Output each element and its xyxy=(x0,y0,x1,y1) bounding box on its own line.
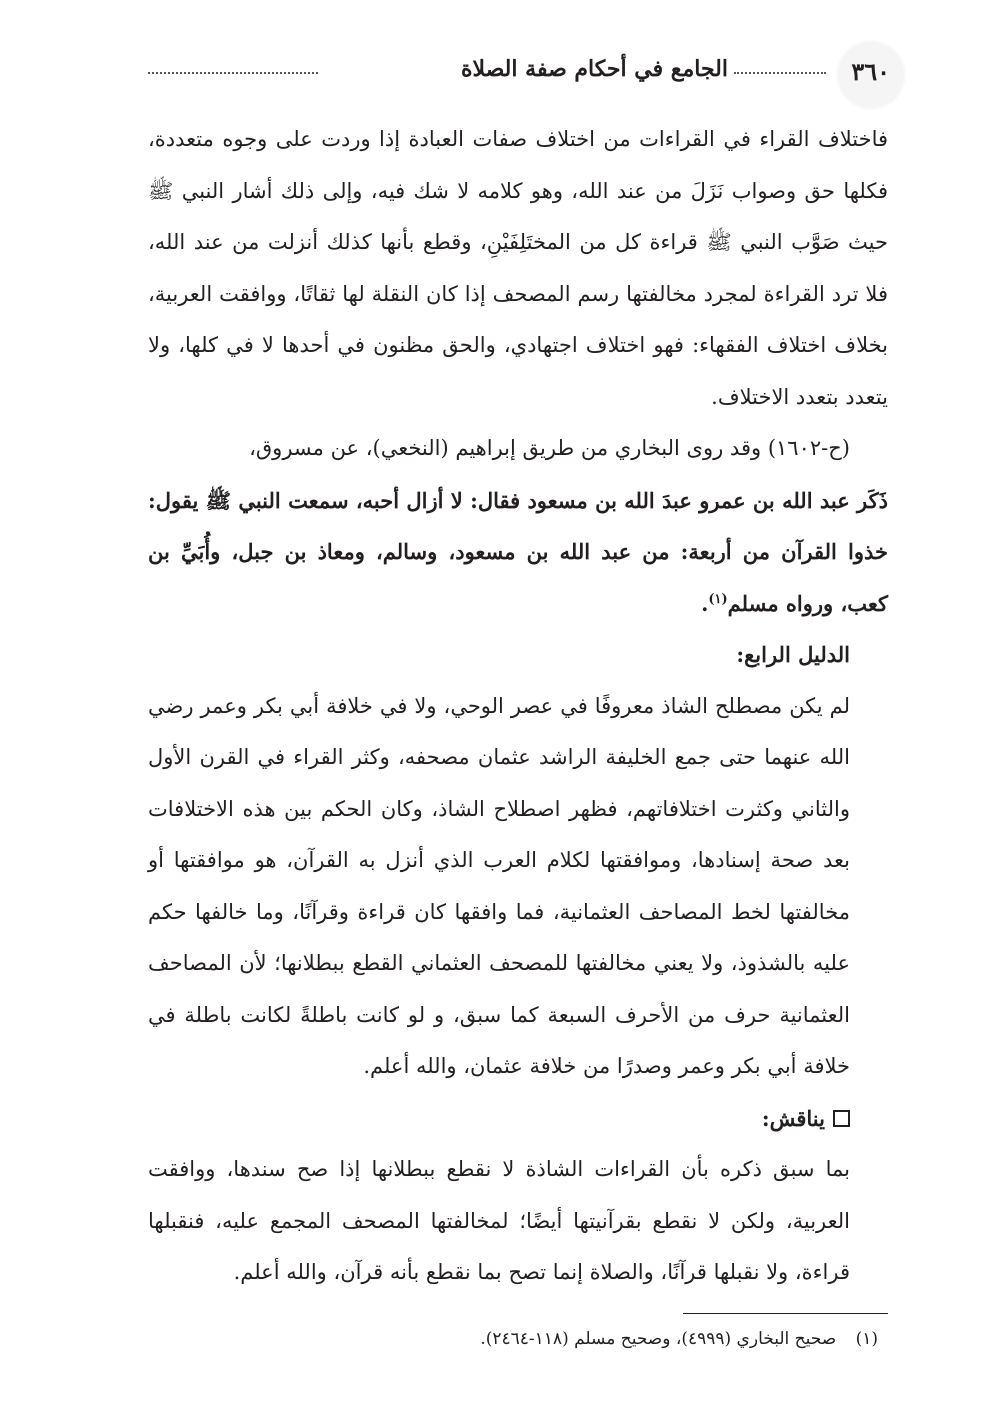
paragraph-3: بما سبق ذكره بأن القراءات الشاذة لا نقطع ببطلانها إذا صح سندها، ووافقت العربية، ولكن لا نقطع بقرآنيتها أيضًا؛ لمخالفتها المصحف المجمع عليه، فنقبلها قراءة، ولا نقبلها قرآنًا، والصلاة إنما تصح بما نقطع بأنه قرآن، والله أعلم. xyxy=(148,1157,850,1284)
discussion-label: يناقش: xyxy=(761,1105,825,1131)
paragraph-1: فاختلاف القراء في القراءات من اختلاف صفات العبادة إذا وردت على وجوه متعددة، فكلها حق وصواب نَزَلَ من عند الله، وهو كلامه لا شك فيه، وإلى ذلك أشار النبي ﷺ حيث صَوَّب النبي ﷺ قراءة كل من المختَلِفَيْنِ، وقطع بأنها كذلك أنزلت من عند الله، فلا ترد القراءة لمجرد مخالفتها رسم المصحف إذا كان النقلة لها ثقاتًا، ووافقت العربية، بخلاف اختلاف الفقهاء: فهو اختلاف اجتهادي، والحق مظنون في أحدها لا في كلها، ولا يتعدد بتعدد الاختلاف. xyxy=(148,127,888,409)
body-text xyxy=(148,114,888,1299)
footnote-divider xyxy=(683,1313,888,1314)
header-dots-right xyxy=(734,72,826,74)
footnote-ref[interactable]: (١) xyxy=(708,591,728,607)
header-dots-left xyxy=(148,72,318,74)
page-number-badge xyxy=(838,42,904,108)
hadith-intro: (ح-١٦٠٢) وقد روى البخاري من طريق إبراهيم (النخعي)، عن مسروق، xyxy=(249,436,850,460)
footnote xyxy=(148,1324,888,1354)
checkbox-square-icon xyxy=(833,1110,850,1127)
hadith-text xyxy=(148,475,888,630)
hadith-text-end: . xyxy=(701,590,709,616)
page xyxy=(148,42,888,1354)
footnote-number: (١) xyxy=(855,1328,878,1349)
paragraph-2: لم يكن مصطلح الشاذ معروفًا في عصر الوحي، ولا في خلافة أبي بكر وعمر رضي الله عنهما حتى جمع الخليفة الراشد عثمان مصحفه، وكثر القراء في القرن الأول والثاني وكثرت اختلافاتهم، فظهر اصطلاح الشاذ، وكان الحكم بين هذه الاختلافات بعد صحة إسنادها، وموافقتها لكلام العرب الذي أنزل به القرآن، هو موافقتها أو مخالفتها لخط المصاحف العثمانية، فما وافقها كان قراءة وقرآنًا، وما خالفها حكم عليه بالشذوذ، ولا يعني مخالفتها للمصحف العثماني القطع ببطلانها؛ لأن المصاحف العثمانية حرف من الأحرف السبعة كما سبق، و لو كانت باطلةً لكانت باطلة في خلافة أبي بكر وعمر وصدرًا من خلافة عثمان، والله أعلم. xyxy=(148,693,850,1078)
page-header xyxy=(148,42,888,102)
hadith-text-body: ذَكَر عبد الله بن عمرو عبدَ الله بن مسعود فقال: لا أزال أحبه، سمعت النبي ﷺ يقول: خذوا القرآن من أربعة: من عبد الله بن مسعود، وسالم، ومعاذ بن جبل، وأُبَيِّ بن كعب، ورواه مسلم xyxy=(148,487,888,616)
book-title: الجامع في أحكام صفة الصلاة xyxy=(460,56,728,82)
page-number: ٣٦٠ xyxy=(851,57,890,86)
footnote-text: صحيح البخاري (٤٩٩٩)، وصحيح مسلم (١١٨-٢٤٦٤). xyxy=(480,1328,837,1349)
section-heading-fourth-evidence: الدليل الرابع: xyxy=(736,642,850,667)
section-heading-discussion xyxy=(148,1093,888,1145)
